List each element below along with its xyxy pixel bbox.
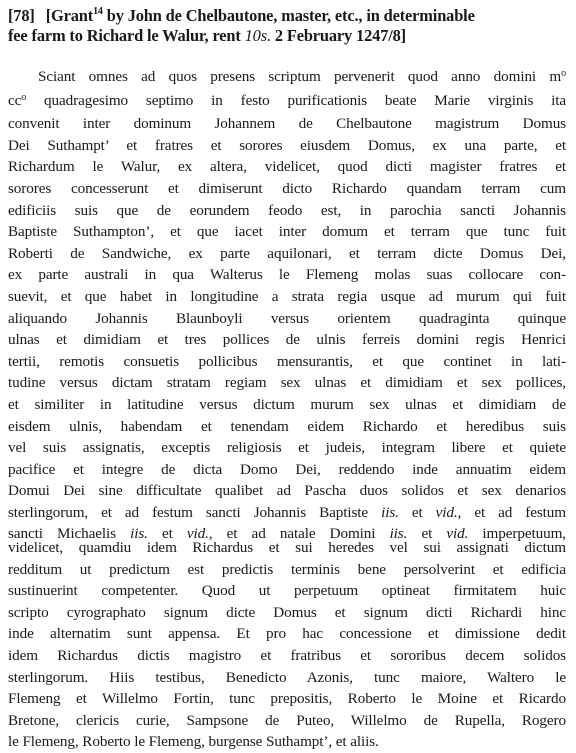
text-line: pacifice et integre de dicta Domo Dei, reddendo inde annuatim eidem [8, 460, 566, 478]
text-line: vel suis assignatis, exceptis religiosis et judeis, integram libere et quiete [8, 439, 566, 457]
text-line: sterlingorum. Hiis testibus, Benedicto Azonis, tunc maiore, Waltero le [8, 668, 566, 686]
text-line: Bretone, clericis curie, Sampsone de Puteo, Willelmo de Rupella, Rogero [8, 711, 566, 729]
text-line: ulnas et dimidiam et tres pollices de ulnis ferreis domini regis Henrici [8, 331, 566, 349]
text-line: Richardum le Walur, ex altera, videlicet, quod dicti magister fratres et [8, 158, 566, 176]
text-run: et [147, 525, 187, 543]
text-line: tudine versus dictam stratam regiam sex ulnas et dimidiam et sex pollices, [8, 374, 566, 392]
text-run: , et ad festum [457, 503, 566, 521]
text-line [8, 90, 566, 114]
text-line: videlicet, quamdiu idem Richardus et sui heredes vel sui assignati dictum [8, 539, 566, 556]
text-run: quadragesimo septimo in festo purificationis beate Marie virginis ita [26, 91, 566, 109]
charter-text-block-2 [8, 537, 566, 753]
text-run: et [398, 503, 436, 521]
text-run: Sciant omnes ad quos presens scriptum pervenerit quod anno domini m [38, 68, 562, 85]
heading-line-2 [8, 26, 568, 46]
heading-line-1 [8, 6, 568, 26]
text-run: cc [8, 91, 22, 109]
text-line: sorores concesserunt et dimiserunt dicto Richardo quandam terram cum [8, 179, 566, 197]
heading-text-1b: by John de Chelbautone, master, etc., in determinable [102, 6, 475, 25]
text-line: redditum ut predictum est predictis terminis bene persolverint et edificia [8, 560, 566, 578]
text-line: tertii, remotis consuetis pollicibus mensurantis, et que continet in lati- [8, 352, 566, 370]
text-line [8, 502, 566, 524]
text-run: , et ad natale Domini [208, 525, 390, 543]
heading-text-2b: 2 February 1247/8] [270, 26, 406, 45]
text-line: suevit, et que habet in longitudine a strata regia usque ad murum qui fuit [8, 287, 566, 305]
document-heading [8, 6, 568, 46]
entry-number: [78] [8, 6, 35, 25]
text-line: scripto cyrographato signum dicte Domus et signum dicti Richardi hinc [8, 603, 566, 621]
money-abbrev: iis. [130, 525, 148, 543]
text-line: sustinuerint competenter. Quod ut perpetuum optineat firmitatem huic [8, 582, 566, 600]
money-abbrev: vid. [186, 525, 209, 543]
heading-text-2a: fee farm to Richard le Walur, rent [8, 26, 245, 45]
text-run: sterlingorum, et ad festum sancti Johannis Baptiste [8, 503, 382, 521]
text-line: Domui Dei sine difficultate qualibet ad Pascha duos solidos et sex denarios [8, 482, 566, 500]
text-line: Baptiste Suthampton’, et que iacet inter domum et terram que tunc fuit [8, 223, 566, 241]
text-line: eisdem ulnis, habendam et tenendam eidem Richardo et heredibus suis [8, 417, 566, 435]
superscript-o: o [21, 91, 27, 103]
text-run: et [407, 525, 447, 543]
text-line: Flemeng et Willelmo Fortin, tunc prepositis, Roberto le Moine et Ricardo [8, 690, 566, 708]
superscript-o: o [561, 68, 566, 79]
heading-text-1a: [Grant [45, 6, 94, 25]
text-line: inde alternatim sunt appensa. Et pro hac concessione et dimissione dedit [8, 625, 566, 643]
text-line [8, 66, 566, 90]
charter-text-block-1 [8, 66, 566, 545]
text-line: ex parte australi in qua Walterus le Flemeng molas suas collocare con- [8, 266, 566, 284]
text-line: aliquando Johannis Blaunboyli versus orientem quadraginta quinque [8, 309, 566, 327]
heading-rent: 10s. [244, 26, 271, 45]
text-run: sancti Michaelis [8, 525, 131, 543]
text-line: Roberti de Sandwiche, ex parte aquilonari, et terram dicte Domus Dei, [8, 244, 566, 262]
text-line: le Flemeng, Roberto le Flemeng, burgense Suthampt’, et aliis. [8, 733, 379, 751]
text-line: convenit inter dominum Johannem de Chelbautone magistrum Domus [8, 115, 566, 133]
money-abbrev: iis. [381, 503, 399, 521]
footnote-marker: 14 [93, 5, 103, 17]
money-abbrev: vid. [435, 503, 458, 521]
text-line: et similiter in latitudine versus dictum murum sex ulnas et dimidiam de [8, 395, 566, 413]
text-run: imperpetuum, [468, 525, 567, 543]
text-line: edificiis suis que de eorundem feodo est, in parochia sancti Johannis [8, 201, 566, 219]
money-abbrev: vid. [446, 525, 469, 543]
text-line: Dei Suthampt’ et fratres et sorores eiusdem Domus, ex una parte, et [8, 136, 566, 154]
text-line: idem Richardus dictis magistro et fratribus et sororibus decem solidos [8, 646, 566, 664]
money-abbrev: iis. [389, 525, 408, 543]
